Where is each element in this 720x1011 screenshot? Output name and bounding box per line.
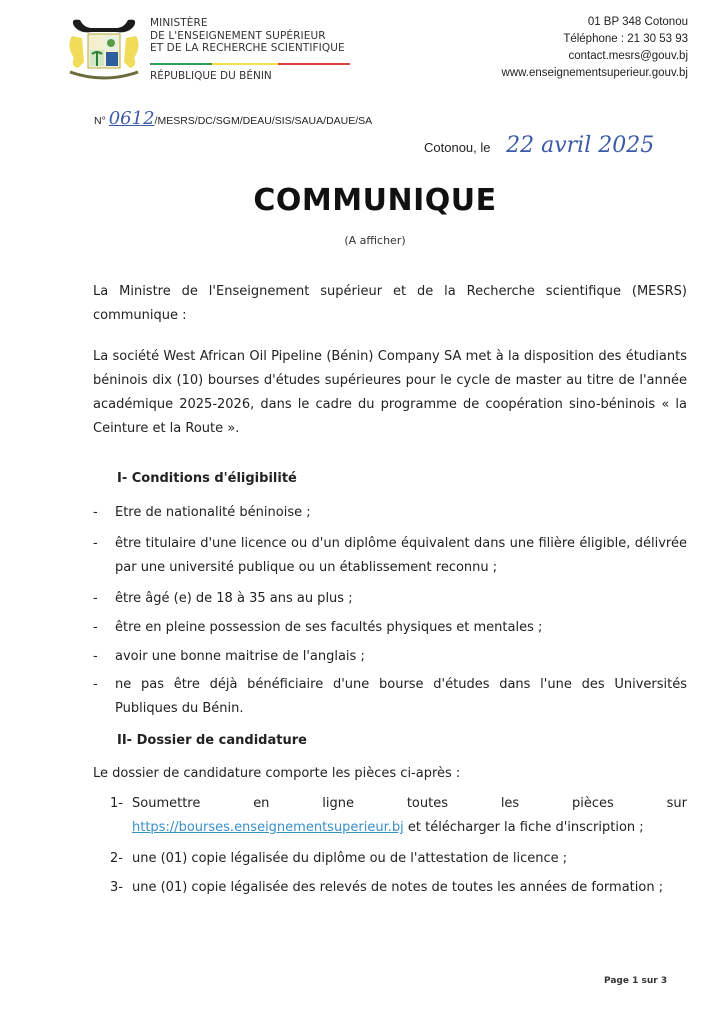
- word: sur: [666, 796, 687, 811]
- item-number: 2-: [110, 851, 123, 866]
- eligibility-text: être titulaire d'une licence ou d'un diplôme équivalent dans une filière éligible, délivrée par une université publique ou un établissement reconnu ;: [115, 536, 687, 575]
- word: les: [500, 796, 520, 811]
- word: toutes: [406, 796, 448, 811]
- website: www.enseignementsuperieur.gouv.bj: [501, 67, 688, 79]
- section-1-heading: I- Conditions d'éligibilité: [117, 471, 297, 486]
- eligibility-item: [93, 501, 687, 525]
- reference-prefix: N°: [94, 115, 106, 127]
- item-text: une (01) copie légalisée du diplôme ou de l'attestation de licence ;: [132, 851, 568, 866]
- reference-code: /MESRS/DC/SGM/DEAU/SIS/SAUA/DAUE/SA: [154, 115, 373, 127]
- eligibility-text: être âgé (e) de 18 à 35 ans au plus ;: [115, 591, 353, 606]
- announcement-paragraph: La société West African Oil Pipeline (Bénin) Company SA met à la disposition des étudiants béninois dix (10) bourses d'études supérieures pour le cycle de master au titre de l'année académique 2025-2026, dans le cadre du programme de coopération sino-béninois « la Ceinture et la Route ».: [93, 349, 687, 436]
- bullet-dash: -: [93, 649, 98, 664]
- eligibility-item: [93, 645, 687, 669]
- date-place: Cotonou, le: [424, 140, 491, 155]
- bullet-dash: -: [93, 536, 98, 551]
- phone: Téléphone : 21 30 53 93: [563, 33, 688, 45]
- bullet-dash: -: [93, 505, 98, 520]
- dossier-item: [110, 876, 687, 900]
- coat-of-arms-emblem: [62, 16, 146, 86]
- address: 01 BP 348 Cotonou: [587, 16, 688, 28]
- dossier-intro: Le dossier de candidature comporte les pièces ci-après :: [93, 766, 461, 781]
- eligibility-item: [93, 673, 687, 721]
- eligibility-text: Etre de nationalité béninoise ;: [115, 505, 311, 520]
- bullet-dash: -: [93, 677, 98, 692]
- eligibility-text: être en pleine possession de ses facultés physiques et mentales ;: [115, 620, 543, 635]
- word: ligne: [322, 796, 354, 811]
- flag-green-segment: [150, 63, 212, 65]
- item-number: 3-: [110, 880, 123, 895]
- item-1-first-line: [132, 792, 687, 816]
- eligibility-item: [93, 616, 687, 640]
- bullet-dash: -: [93, 591, 98, 606]
- email: contact.mesrs@gouv.bj: [568, 50, 688, 62]
- flag-red-segment: [278, 63, 350, 65]
- dateline: [424, 133, 654, 158]
- intro-paragraph: La Ministre de l'Enseignement supérieur et de la Recherche scientifique (MESRS) communique :: [93, 284, 687, 323]
- flag-yellow-segment: [212, 63, 278, 65]
- eligibility-item: [93, 532, 687, 580]
- item-1-continuation: et télécharger la fiche d'inscription ;: [403, 820, 644, 835]
- ministry-line-2: DE L'ENSEIGNEMENT SUPÉRIEUR: [150, 29, 326, 42]
- word: Soumettre: [132, 796, 201, 811]
- dossier-item: [110, 792, 687, 840]
- handwritten-number: 0612: [108, 108, 155, 129]
- ministry-name: [150, 17, 345, 55]
- bullet-dash: -: [93, 620, 98, 635]
- flag-color-divider: [150, 63, 350, 65]
- contact-block: [502, 14, 688, 82]
- item-text: une (01) copie légalisée des relevés de notes de toutes les années de formation ;: [132, 880, 664, 895]
- ministry-line-3: ET DE LA RECHERCHE SCIENTIFIQUE: [150, 42, 345, 54]
- word: pièces: [572, 796, 614, 811]
- reference-number: [94, 108, 372, 129]
- page-number: Page 1 sur 3: [604, 976, 668, 986]
- item-1-second-line: [132, 816, 687, 840]
- eligibility-text: avoir une bonne maitrise de l'anglais ;: [115, 649, 365, 664]
- word: en: [253, 796, 270, 811]
- dossier-item: [110, 847, 687, 871]
- scholarship-portal-link[interactable]: https://bourses.enseignementsuperieur.bj: [132, 820, 404, 835]
- handwritten-date: 22 avril 2025: [506, 133, 655, 158]
- document-title: COMMUNIQUE: [253, 183, 497, 218]
- ministry-line-1: MINISTÈRE: [150, 17, 208, 29]
- eligibility-text: ne pas être déjà bénéficiaire d'une bourse d'études dans l'une des Universités Publiques du Bénin.: [115, 677, 687, 716]
- item-number: 1-: [110, 796, 123, 811]
- document-subtitle: (A afficher): [344, 234, 406, 247]
- republic-name: RÉPUBLIQUE DU BÉNIN: [150, 70, 272, 82]
- eligibility-item: [93, 587, 687, 611]
- section-2-heading: II- Dossier de candidature: [117, 733, 307, 748]
